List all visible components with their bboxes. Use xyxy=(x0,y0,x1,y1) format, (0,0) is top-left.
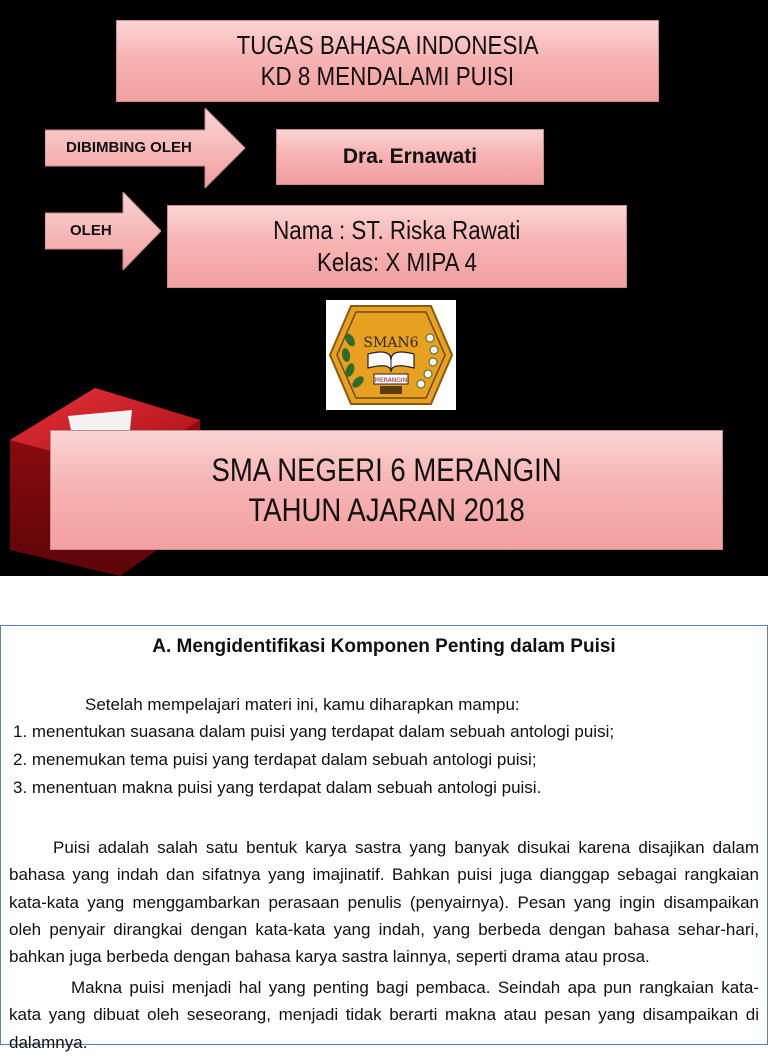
paragraph-1: Puisi adalah salah satu bentuk karya sastra yang banyak disukai karena disajikan dalam bahasa yang indah dan sifatnya yang imajinatif. Bahkan puisi juga dianggap sebagai rangkaian kata-kata yang menggambarkan perasaan penulis (penyairnya). Pesan yang ingin disampaikan oleh penyair dirangkai dengan kata-kata yang indah, yang berbeda dengan bahasa sehar-hari, bahkan juga berbeda dengan bahasa karya sastra lainnya, seperti drama atau prosa. xyxy=(9,838,759,967)
school-info-box xyxy=(50,430,723,550)
school-logo-icon xyxy=(326,300,456,410)
section-heading: A. Mengidentifikasi Komponen Penting dalam Puisi xyxy=(152,636,616,657)
teacher-name-box xyxy=(276,129,544,185)
logo-text: SMAN6 xyxy=(363,335,419,351)
school-logo xyxy=(326,300,456,410)
title-line-1: TUGAS BAHASA INDONESIA xyxy=(236,29,539,60)
teacher-name: Dra. Ernawati xyxy=(342,145,478,169)
objective-item: 1. menentukan suasana dalam puisi yang terdapat dalam sebuah antologi puisi; xyxy=(13,722,615,741)
paragraph-2: Makna puisi menjadi hal yang penting bagi pembaca. Seindah apa pun rangkaian kata-kata yang dibuat oleh seseorang, menjadi tidak berarti makna atau pesan yang disampaikan di dalamnya. xyxy=(9,978,759,1052)
school-year: TAHUN AJARAN 2018 xyxy=(248,492,525,528)
intro-text: Setelah mempelajari materi ini, kamu diharapkan mampu: xyxy=(85,695,520,714)
student-info-box xyxy=(167,205,627,288)
student-name: Nama : ST. Riska Rawati xyxy=(273,215,521,246)
by-label: OLEH xyxy=(70,222,112,239)
document-page xyxy=(0,625,768,1052)
title-line-2: KD 8 MENDALAMI PUISI xyxy=(260,61,515,91)
student-class: Kelas: X MIPA 4 xyxy=(317,246,477,277)
school-name: SMA NEGERI 6 MERANGIN xyxy=(211,452,562,488)
guided-by-label: DIBIMBING OLEH xyxy=(66,139,192,156)
objective-item: 2. menemukan tema puisi yang terdapat dalam sebuah antologi puisi; xyxy=(13,750,537,769)
objective-item: 3. menentuan makna puisi yang terdapat dalam sebuah antologi puisi. xyxy=(13,778,542,797)
title-box xyxy=(116,20,659,102)
logo-subtext: MERANGIN xyxy=(374,377,408,384)
